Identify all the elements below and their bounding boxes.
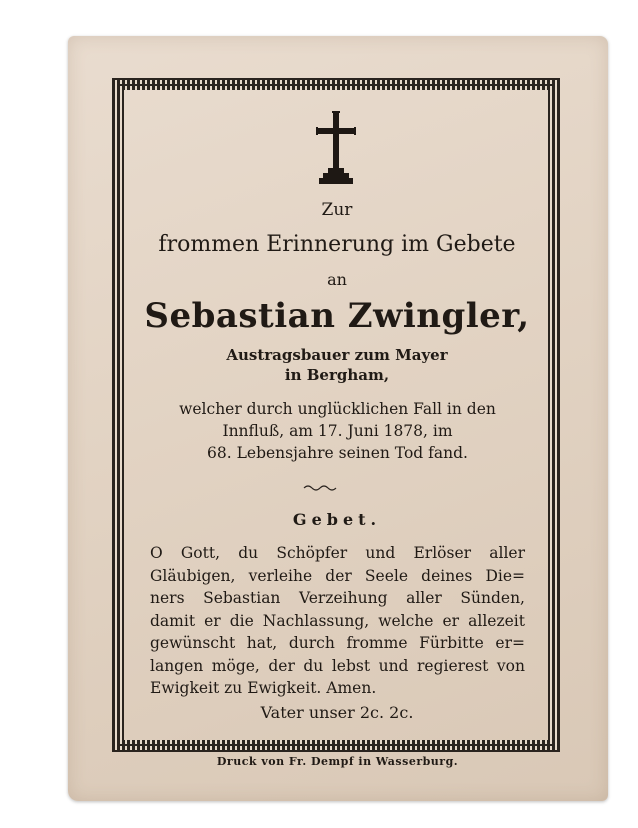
cross-icon <box>314 110 358 186</box>
death-line: Innfluß, am 17. Juni 1878, im <box>222 422 453 440</box>
printer-imprint: Druck von Fr. Dempf in Wasserburg. <box>216 755 459 768</box>
prayer-text <box>150 542 525 700</box>
prayer-line: ners Sebastian Verzeihung aller Sünden, <box>150 589 525 607</box>
vater-unser: Vater unser 2c. 2c. <box>260 703 414 722</box>
prayer-line: Gläubigen, verleihe der Seele deines Die= <box>150 566 525 585</box>
deceased-title-line2: in Bergham, <box>284 366 390 384</box>
prayer-line: langen möge, der du lebst und regierest von <box>150 656 525 675</box>
prayer-line: Ewigkeit zu Ewigkeit. Amen. <box>150 679 377 697</box>
deceased-title-line1: Austragsbauer zum Mayer <box>226 346 448 364</box>
prayer-line: gewünscht hat, durch fromme Fürbitte er= <box>150 634 525 652</box>
deceased-name: Sebastian Zwingler, <box>144 296 530 336</box>
intro-zur: Zur <box>321 200 353 220</box>
intro-an: an <box>327 270 347 289</box>
prayer-line: O Gott, du Schöpfer und Erlöser aller <box>150 544 525 562</box>
intro-erinnerung: frommen Erinnerung im Gebete <box>158 232 516 257</box>
death-line: 68. Lebensjahre seinen Tod fand. <box>207 444 468 462</box>
death-line: welcher durch unglücklichen Fall in den <box>179 400 496 418</box>
prayer-line: damit er die Nachlassung, welche er allezeit <box>150 611 525 630</box>
prayer-heading: Gebet. <box>292 510 382 529</box>
death-notice <box>150 398 525 464</box>
divider-ornament <box>303 484 339 492</box>
